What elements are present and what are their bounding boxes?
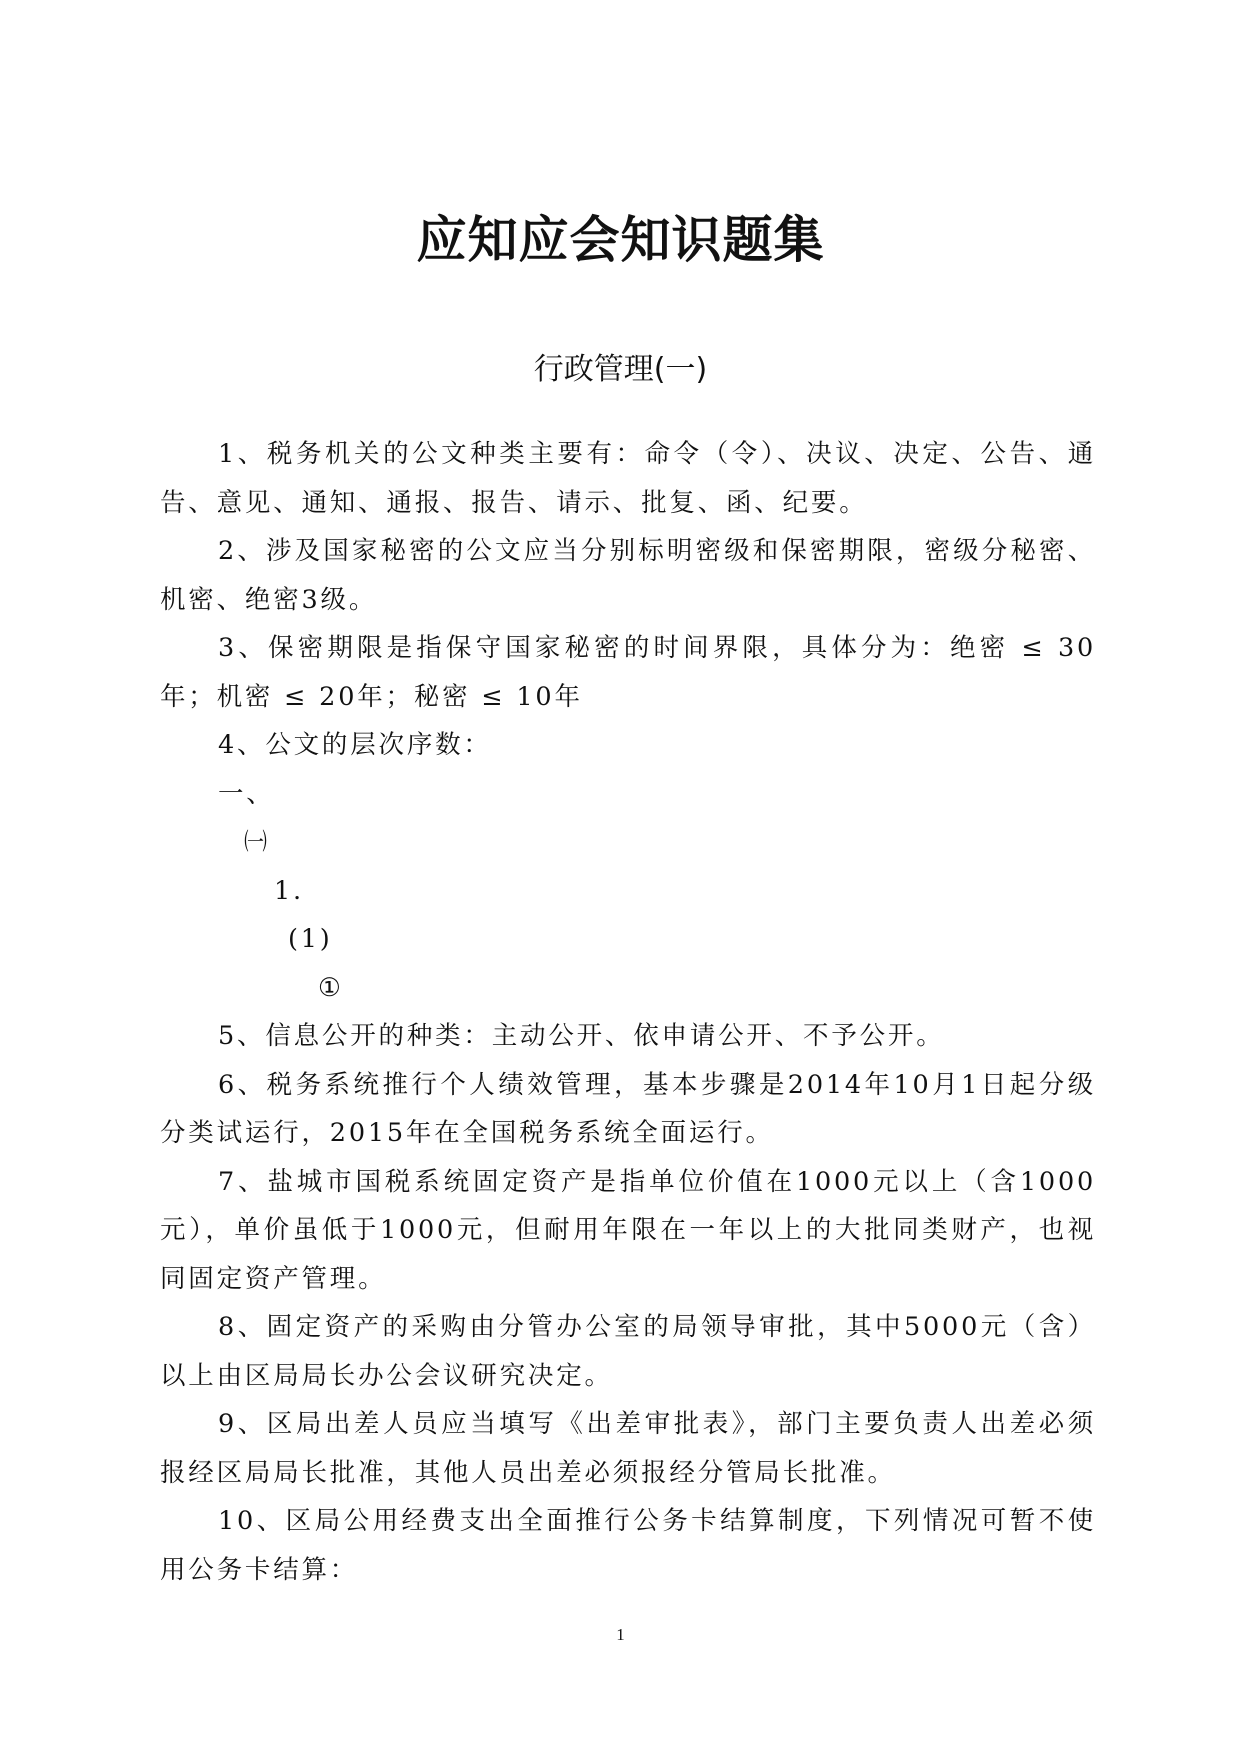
document-body — [160, 430, 1096, 1594]
paragraph-10: 10、区局公用经费支出全面推行公务卡结算制度，下列情况可暂不使用公务卡结算： — [160, 1506, 1096, 1585]
page-number: 1 — [616, 1625, 625, 1644]
paragraph-6: 6、税务系统推行个人绩效管理，基本步骤是2014年10月1日起分级分类试运行，2015年在全国税务系统全面运行。 — [160, 1069, 1096, 1148]
level-marker-5: ① — [318, 972, 344, 1003]
paragraph-9: 9、区局出差人员应当填写《出差审批表》，部门主要负责人出差必须报经区局局长批准，其他人员出差必须报经分管局长批准。 — [160, 1409, 1096, 1488]
level-marker-1: 一、 — [218, 778, 275, 809]
level-marker-3: 1. — [274, 875, 304, 906]
paragraph-5: 5、信息公开的种类：主动公开、依申请公开、不予公开。 — [218, 1021, 945, 1051]
paragraph-4: 4、公文的层次序数： — [218, 730, 492, 760]
section-heading: 行政管理(一) — [533, 352, 708, 387]
paragraph-2: 2、涉及国家秘密的公文应当分别标明密级和保密期限，密级分秘密、机密、绝密3级。 — [160, 536, 1096, 615]
paragraph-8: 8、固定资产的采购由分管办公室的局领导审批，其中5000元（含）以上由区局局长办公会议研究决定。 — [160, 1312, 1096, 1391]
level-marker-4: (1) — [288, 924, 333, 954]
level-marker-2: ㈠ — [244, 829, 270, 855]
paragraph-3: 3、保密期限是指保守国家秘密的时间界限，具体分为：绝密 ≤ 30年；机密 ≤ 20年；秘密 ≤ 10年 — [160, 633, 1096, 712]
paragraph-1: 1、税务机关的公文种类主要有：命令（令）、决议、决定、公告、通告、意见、通知、通报、报告、请示、批复、函、纪要。 — [160, 439, 1096, 518]
paragraph-7: 7、盐城市国税系统固定资产是指单位价值在1000元以上（含1000元），单价虽低于1000元，但耐用年限在一年以上的大批同类财产，也视同固定资产管理。 — [160, 1166, 1096, 1294]
document-title: 应知应会知识题集 — [416, 210, 825, 269]
